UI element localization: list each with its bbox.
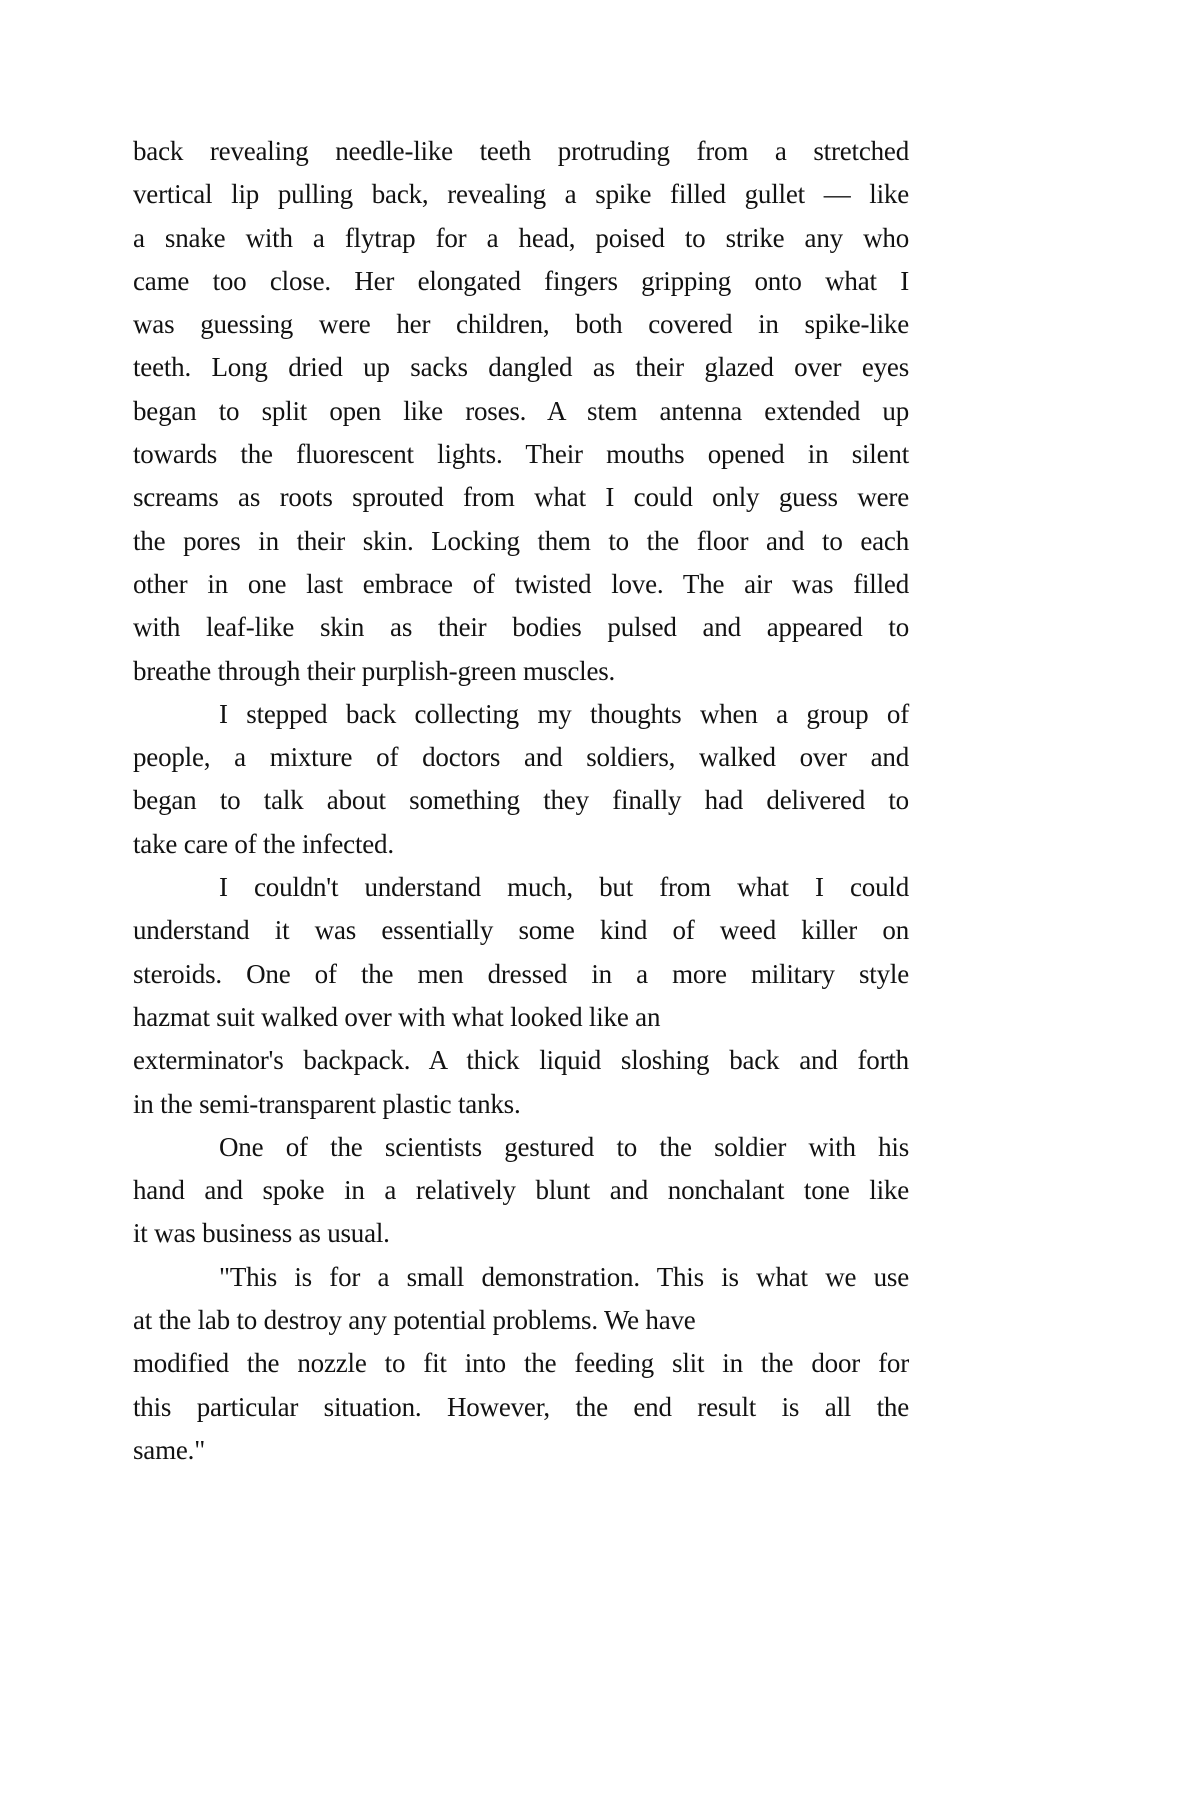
text-line: was guessing were her children, both covered in spike-like (133, 309, 909, 340)
text-line: began to talk about something they finally had delivered to (133, 785, 909, 816)
text-line: understand it was essentially some kind of weed killer on (133, 915, 909, 946)
text-line: vertical lip pulling back, revealing a spike filled gullet — like (133, 179, 909, 210)
text-line: towards the fluorescent lights. Their mouths opened in silent (133, 439, 909, 470)
text-line: the pores in their skin. Locking them to the floor and to each (133, 525, 909, 556)
text-line: "This is for a small demonstration. This is what we use (219, 1261, 909, 1292)
text-line: other in one last embrace of twisted love. The air was filled (133, 568, 909, 599)
text-line: screams as roots sprouted from what I could only guess were (133, 482, 909, 513)
paragraph (133, 1256, 909, 1472)
text-line: a snake with a flytrap for a head, poised to strike any who (133, 222, 909, 253)
text-line: people, a mixture of doctors and soldiers, walked over and (133, 742, 909, 773)
text-line: I couldn't understand much, but from what I could (219, 872, 909, 903)
paragraph (133, 866, 909, 1126)
text-line: breathe through their purplish-green muscles. (133, 655, 616, 686)
text-line: this particular situation. However, the end result is all the (133, 1391, 909, 1422)
text-line: teeth. Long dried up sacks dangled as their glazed over eyes (133, 352, 909, 383)
text-line: hazmat suit walked over with what looked like an (133, 1001, 661, 1032)
text-line: with leaf-like skin as their bodies pulsed and appeared to (133, 612, 909, 643)
text-line: at the lab to destroy any potential problems. We have (133, 1305, 696, 1336)
text-block (133, 130, 909, 1472)
paragraph (133, 1126, 909, 1256)
paragraph (133, 130, 909, 693)
text-line: came too close. Her elongated fingers gripping onto what I (133, 265, 909, 296)
text-line: it was business as usual. (133, 1218, 390, 1249)
text-line: hand and spoke in a relatively blunt and nonchalant tone like (133, 1175, 909, 1206)
text-line: modified the nozzle to fit into the feeding slit in the door for (133, 1348, 909, 1379)
text-line: back revealing needle-like teeth protruding from a stretched (133, 136, 909, 166)
text-line: One of the scientists gestured to the soldier with his (219, 1131, 909, 1162)
text-line: same." (133, 1434, 206, 1465)
text-line: steroids. One of the men dressed in a more military style (133, 958, 909, 989)
text-line: I stepped back collecting my thoughts when a group of (219, 698, 909, 729)
paragraph (133, 693, 909, 866)
text-line: began to split open like roses. A stem antenna extended up (133, 395, 909, 426)
text-line: exterminator's backpack. A thick liquid sloshing back and forth (133, 1045, 909, 1076)
text-line: take care of the infected. (133, 828, 394, 859)
text-line: in the semi-transparent plastic tanks. (133, 1088, 521, 1119)
